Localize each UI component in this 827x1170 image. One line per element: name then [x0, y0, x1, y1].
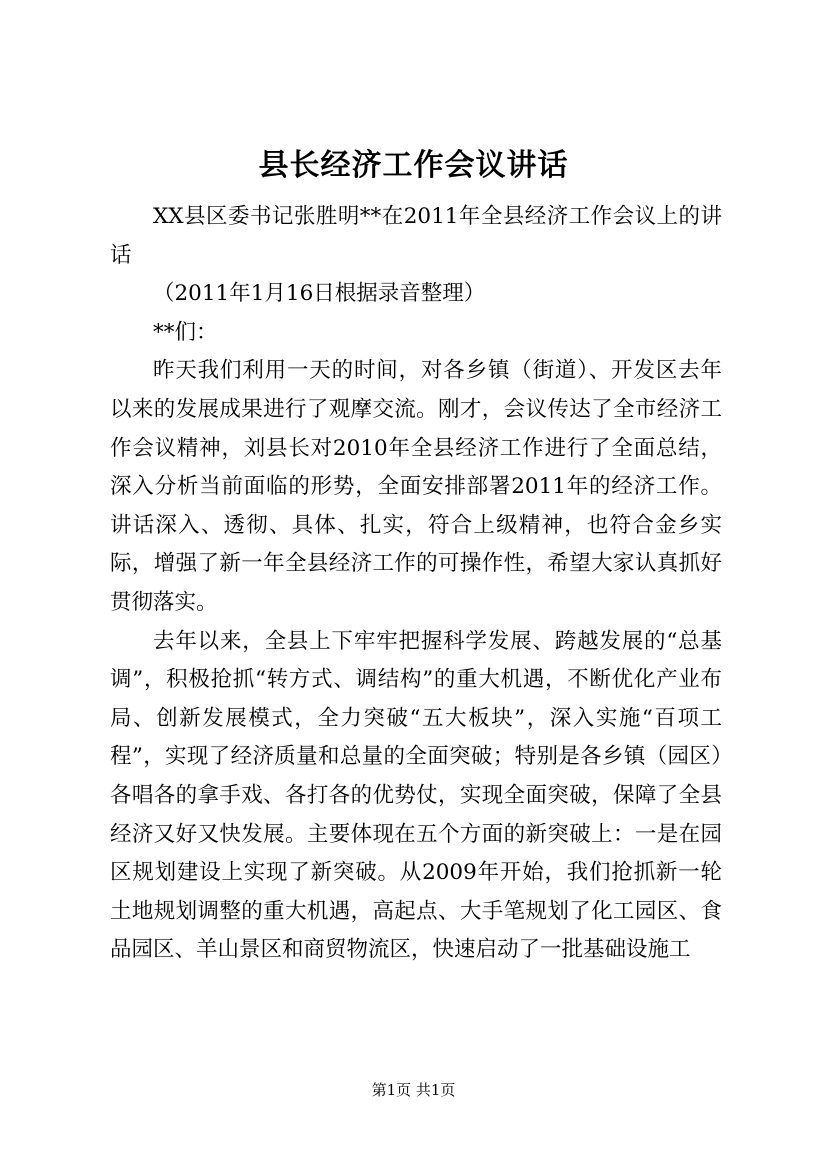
body-paragraph-2: 去年以来，全县上下牢牢把握科学发展、跨越发展的“总基调”，积极抢抓“转方式、调结构”的重大机遇，不断优化产业布局、创新发展模式，全力突破“五大板块”，深入实施“百项工程”，实现了经济质量和总量的全面突破；特别是各乡镇（园区）各唱各的拿手戏、各打各的优势仗，实现全面突破，保障了全县经济又好又快发展。主要体现在五个方面的新突破上：一是在园区规划建设上实现了新突破。从2009年开始，我们抢抓新一轮土地规划调整的重大机遇，高起点、大手笔规划了化工园区、食品园区、羊山景区和商贸物流区，快速启动了一批基础设施工	[110, 628, 722, 963]
speech-heading-paragraph: XX县区委书记张胜明**在2011年全县经济工作会议上的讲话	[110, 204, 722, 268]
body-paragraph-1: 昨天我们利用一天的时间，对各乡镇（街道）、开发区去年以来的发展成果进行了观摩交流。刚才，会议传达了全市经济工作会议精神，刘县长对2010年全县经济工作进行了全面总结，深入分析当前面临的形势，全面安排部署2011年的经济工作。讲话深入、透彻、具体、扎实，符合上级精神，也符合金乡实际，增强了新一年全县经济工作的可操作性，希望大家认真抓好贯彻落实。	[110, 358, 722, 615]
document-title: 县长经济工作会议讲话	[258, 148, 569, 183]
salutation-paragraph: **们：	[153, 319, 218, 345]
recording-note-paragraph: （2011年1月16日根据录音整理）	[153, 281, 486, 307]
page-footer: 第1页 共1页	[371, 1081, 456, 1099]
document-body	[110, 198, 722, 970]
